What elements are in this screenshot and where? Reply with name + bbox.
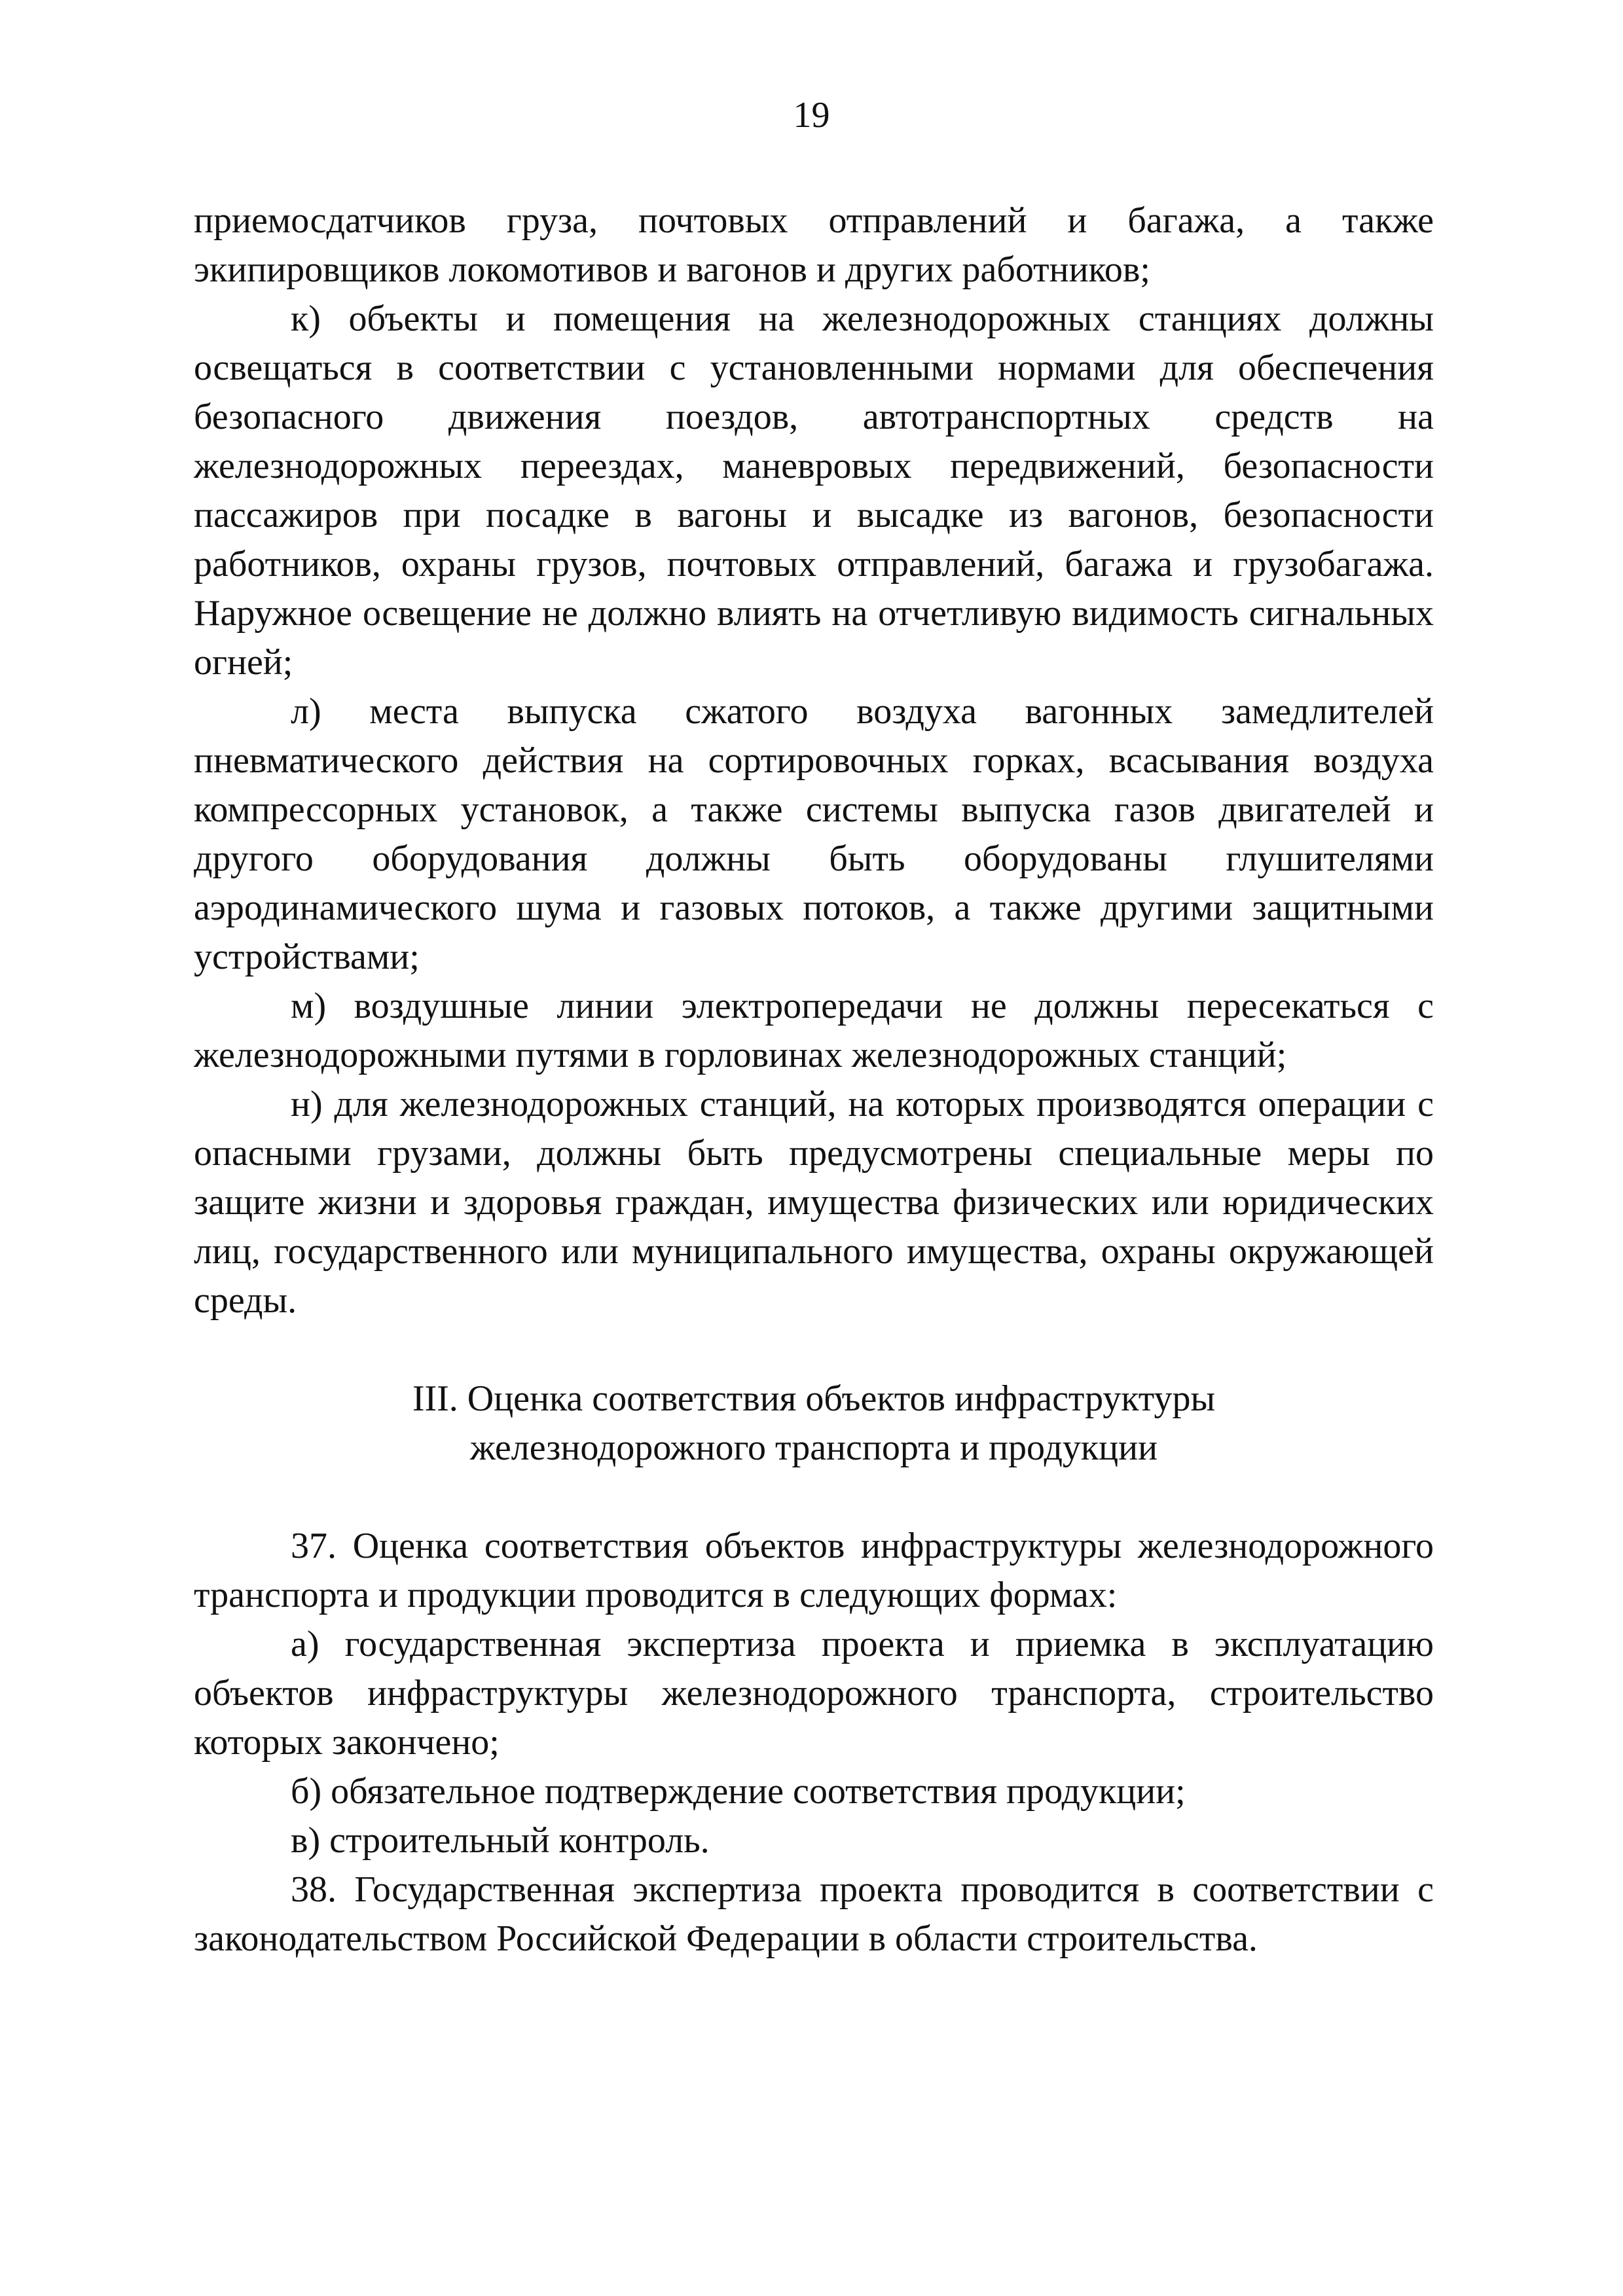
paragraph-item-b-confirmation: б) обязательное подтверждение соответствия продукции; xyxy=(291,1771,1186,1812)
page-number: 19 xyxy=(793,95,830,135)
section-heading-line-1: III. Оценка соответствия объектов инфраструктуры xyxy=(412,1378,1216,1419)
paragraph-item-a-expertise: а) государственная экспертиза проекта и приемка в эксплуатацию объектов инфраструктуры железнодорожного транспорта, строительство которых закончено; xyxy=(194,1624,1434,1763)
paragraph-38-state-expertise: 38. Государственная экспертиза проекта проводится в соответствии с законодательством Российской Федерации в области строительства. xyxy=(194,1869,1434,1959)
paragraph-37-assessment-forms: 37. Оценка соответствия объектов инфраструктуры железнодорожного транспорта и продукции проводится в следующих формах: xyxy=(194,1526,1434,1615)
paragraph-item-k-lighting: к) объекты и помещения на железнодорожных станциях должны освещаться в соответствии с установленными нормами для обеспечения безопасного движения поездов, автотранспортных средств на железнодорожных переездах, маневровых передвижений, безопасности пассажиров при посадке в вагоны и высадке из вагонов, безопасности работников, охраны грузов, почтовых отправлений, багажа и грузобагажа. Наружное освещение не должно влиять на отчетливую видимость сигнальных огней; xyxy=(194,298,1434,683)
section-heading xyxy=(194,1374,1434,1473)
paragraph-item-l-compressed-air: л) места выпуска сжатого воздуха вагонных замедлителей пневматического действия на сортировочных горках, всасывания воздуха компрессорных установок, а также системы выпуска газов двигателей и другого оборудования должны быть оборудованы глушителями аэродинамического шума и газовых потоков, а также другими защитными устройствами; xyxy=(194,691,1434,977)
paragraph-workers-continuation: приемосдатчиков груза, почтовых отправлений и багажа, а также экипировщиков локомотивов и вагонов и других работников; xyxy=(194,200,1434,290)
paragraph-item-n-dangerous-goods: н) для железнодорожных станций, на которых производятся операции с опасными грузами, должны быть предусмотрены специальные меры по защите жизни и здоровья граждан, имущества физических или юридических лиц, государственного или муниципального имущества, охраны окружающей среды. xyxy=(194,1084,1434,1321)
document-body xyxy=(194,196,1434,1964)
section-heading-line-2: железнодорожного транспорта и продукции xyxy=(469,1427,1158,1468)
paragraph-item-v-construction-control: в) строительный контроль. xyxy=(291,1820,710,1861)
paragraph-item-m-power-lines: м) воздушные линии электропередачи не должны пересекаться с железнодорожными путями в горловинах железнодорожных станций; xyxy=(194,986,1434,1075)
